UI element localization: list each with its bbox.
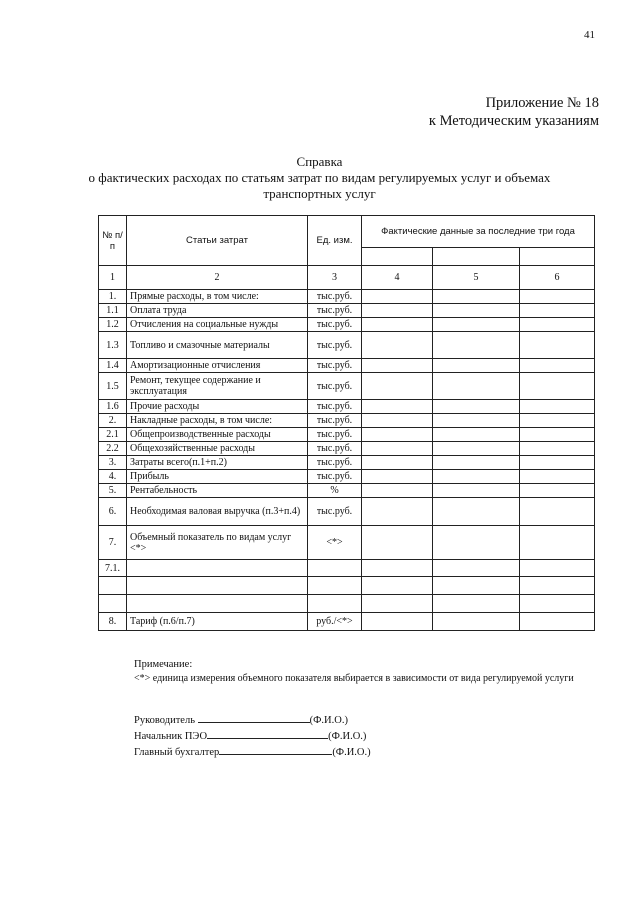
row-unit: тыс.руб. <box>308 290 362 304</box>
row-value-1 <box>362 373 433 400</box>
row-number: 1.4 <box>99 359 127 373</box>
table-row <box>99 577 595 595</box>
row-value-3 <box>520 484 595 498</box>
row-number: 1.6 <box>99 400 127 414</box>
note-text: <*> единица измерения объемного показателя выбирается в зависимости от вида регулируемой услуги <box>134 672 574 684</box>
row-item <box>127 560 308 577</box>
row-value-2 <box>433 332 520 359</box>
table-row <box>99 595 595 613</box>
row-value-2 <box>433 290 520 304</box>
signature-suffix: (Ф.И.О.) <box>332 747 371 758</box>
row-value-2 <box>433 577 520 595</box>
row-value-3 <box>520 456 595 470</box>
row-value-3 <box>520 290 595 304</box>
table-row <box>99 498 595 526</box>
row-value-2 <box>433 456 520 470</box>
row-unit: тыс.руб. <box>308 318 362 332</box>
row-item: Объемный показатель по видам услуг <*> <box>127 526 308 560</box>
row-unit: <*> <box>308 526 362 560</box>
row-item: Рентабельность <box>127 484 308 498</box>
row-value-3 <box>520 595 595 613</box>
row-unit <box>308 577 362 595</box>
signature-role: Начальник ПЭО <box>134 731 208 742</box>
row-value-1 <box>362 456 433 470</box>
row-value-1 <box>362 428 433 442</box>
signature-blank <box>219 744 332 755</box>
table-row <box>99 613 595 631</box>
row-value-3 <box>520 577 595 595</box>
row-item: Отчисления на социальные нужды <box>127 318 308 332</box>
signature-line <box>134 728 371 744</box>
table-row <box>99 456 595 470</box>
signature-block <box>134 712 371 760</box>
row-value-1 <box>362 526 433 560</box>
header-year-2 <box>433 248 520 266</box>
table-row <box>99 414 595 428</box>
signature-role: Главный бухгалтер <box>134 747 220 758</box>
table-row <box>99 526 595 560</box>
row-unit: % <box>308 484 362 498</box>
row-value-2 <box>433 613 520 631</box>
row-item: Топливо и смазочные материалы <box>127 332 308 359</box>
row-item: Прочие расходы <box>127 400 308 414</box>
header-actual: Фактические данные за последние три года <box>362 216 595 248</box>
table-row <box>99 470 595 484</box>
row-value-1 <box>362 498 433 526</box>
row-value-2 <box>433 595 520 613</box>
row-value-3 <box>520 359 595 373</box>
row-value-2 <box>433 428 520 442</box>
row-item: Прибыль <box>127 470 308 484</box>
row-value-3 <box>520 373 595 400</box>
row-number: 1.5 <box>99 373 127 400</box>
row-item <box>127 577 308 595</box>
row-value-2 <box>433 560 520 577</box>
row-value-2 <box>433 373 520 400</box>
page-number: 41 <box>584 29 595 41</box>
row-value-3 <box>520 526 595 560</box>
table-row <box>99 400 595 414</box>
table-row <box>99 373 595 400</box>
signature-suffix: (Ф.И.О.) <box>309 715 348 726</box>
row-value-1 <box>362 304 433 318</box>
row-value-3 <box>520 442 595 456</box>
row-value-2 <box>433 318 520 332</box>
row-value-2 <box>433 484 520 498</box>
row-value-3 <box>520 613 595 631</box>
row-value-1 <box>362 290 433 304</box>
row-unit: тыс.руб. <box>308 373 362 400</box>
row-value-1 <box>362 470 433 484</box>
row-item: Общехозяйственные расходы <box>127 442 308 456</box>
signature-role: Руководитель <box>134 715 195 726</box>
title-line-2: о фактических расходах по статьям затрат по видам регулируемых услуг и объемах <box>88 170 551 185</box>
row-item: Тариф (п.6/п.7) <box>127 613 308 631</box>
row-item: Необходимая валовая выручка (п.3+п.4) <box>127 498 308 526</box>
row-number: 5. <box>99 484 127 498</box>
row-value-3 <box>520 428 595 442</box>
table-header-row <box>99 216 595 248</box>
cost-table <box>98 215 595 631</box>
table-row <box>99 442 595 456</box>
row-item: Затраты всего(п.1+п.2) <box>127 456 308 470</box>
table-row <box>99 484 595 498</box>
document-title <box>0 154 639 202</box>
header-items: Статьи затрат <box>127 216 308 266</box>
row-unit <box>308 560 362 577</box>
row-unit: тыс.руб. <box>308 456 362 470</box>
row-value-3 <box>520 332 595 359</box>
row-value-2 <box>433 498 520 526</box>
row-number: 2.2 <box>99 442 127 456</box>
row-value-2 <box>433 470 520 484</box>
signature-line <box>134 712 371 728</box>
row-value-3 <box>520 318 595 332</box>
row-number: 8. <box>99 613 127 631</box>
note-title: Примечание: <box>134 659 193 670</box>
appendix-line-1: Приложение № 18 <box>485 95 599 111</box>
row-number <box>99 595 127 613</box>
col-number: 1 <box>99 266 127 290</box>
row-value-1 <box>362 613 433 631</box>
row-number: 2.1 <box>99 428 127 442</box>
row-item: Амортизационные отчисления <box>127 359 308 373</box>
row-unit: тыс.руб. <box>308 428 362 442</box>
row-number <box>99 577 127 595</box>
row-unit: тыс.руб. <box>308 400 362 414</box>
row-unit: тыс.руб. <box>308 359 362 373</box>
row-value-3 <box>520 414 595 428</box>
row-unit: тыс.руб. <box>308 498 362 526</box>
title-line-1: Справка <box>296 154 343 169</box>
row-value-3 <box>520 470 595 484</box>
row-number: 7.1. <box>99 560 127 577</box>
row-number: 4. <box>99 470 127 484</box>
row-value-2 <box>433 414 520 428</box>
row-item: Прямые расходы, в том числе: <box>127 290 308 304</box>
row-number: 1. <box>99 290 127 304</box>
row-number: 7. <box>99 526 127 560</box>
table-row <box>99 290 595 304</box>
row-item: Ремонт, текущее содержание и эксплуатация <box>127 373 308 400</box>
row-value-2 <box>433 304 520 318</box>
row-item: Оплата труда <box>127 304 308 318</box>
row-value-1 <box>362 332 433 359</box>
column-number-row <box>99 266 595 290</box>
row-value-1 <box>362 414 433 428</box>
row-number: 6. <box>99 498 127 526</box>
appendix-line-2: к Методическим указаниям <box>428 113 599 129</box>
row-value-2 <box>433 442 520 456</box>
row-number: 2. <box>99 414 127 428</box>
signature-blank <box>198 712 310 723</box>
row-value-3 <box>520 560 595 577</box>
row-value-2 <box>433 400 520 414</box>
row-number: 3. <box>99 456 127 470</box>
table-row <box>99 359 595 373</box>
row-value-3 <box>520 304 595 318</box>
signature-blank <box>207 728 328 739</box>
row-item: Накладные расходы, в том числе: <box>127 414 308 428</box>
table-row <box>99 318 595 332</box>
row-value-1 <box>362 560 433 577</box>
row-item: Общепроизводственные расходы <box>127 428 308 442</box>
row-number: 1.1 <box>99 304 127 318</box>
signature-line <box>134 744 371 760</box>
note <box>134 658 594 685</box>
table-row <box>99 560 595 577</box>
col-number: 2 <box>127 266 308 290</box>
row-number: 1.3 <box>99 332 127 359</box>
row-value-1 <box>362 359 433 373</box>
row-unit <box>308 595 362 613</box>
col-number: 3 <box>308 266 362 290</box>
col-number: 5 <box>433 266 520 290</box>
row-value-1 <box>362 595 433 613</box>
row-unit: руб./<*> <box>308 613 362 631</box>
row-value-3 <box>520 498 595 526</box>
signature-suffix: (Ф.И.О.) <box>328 731 367 742</box>
row-unit: тыс.руб. <box>308 332 362 359</box>
table-row <box>99 332 595 359</box>
row-value-1 <box>362 577 433 595</box>
row-number: 1.2 <box>99 318 127 332</box>
row-value-2 <box>433 526 520 560</box>
row-item <box>127 595 308 613</box>
row-value-3 <box>520 400 595 414</box>
table-row <box>99 304 595 318</box>
header-year-1 <box>362 248 433 266</box>
row-value-2 <box>433 359 520 373</box>
table-row <box>99 428 595 442</box>
row-value-1 <box>362 442 433 456</box>
row-unit: тыс.руб. <box>308 304 362 318</box>
row-value-1 <box>362 400 433 414</box>
header-year-3 <box>520 248 595 266</box>
row-value-1 <box>362 318 433 332</box>
appendix-reference <box>429 94 599 130</box>
col-number: 4 <box>362 266 433 290</box>
col-number: 6 <box>520 266 595 290</box>
row-unit: тыс.руб. <box>308 470 362 484</box>
header-unit: Ед. изм. <box>308 216 362 266</box>
row-value-1 <box>362 484 433 498</box>
title-line-3: транспортных услуг <box>263 186 376 201</box>
header-num: № п/п <box>99 216 127 266</box>
row-unit: тыс.руб. <box>308 442 362 456</box>
row-unit: тыс.руб. <box>308 414 362 428</box>
